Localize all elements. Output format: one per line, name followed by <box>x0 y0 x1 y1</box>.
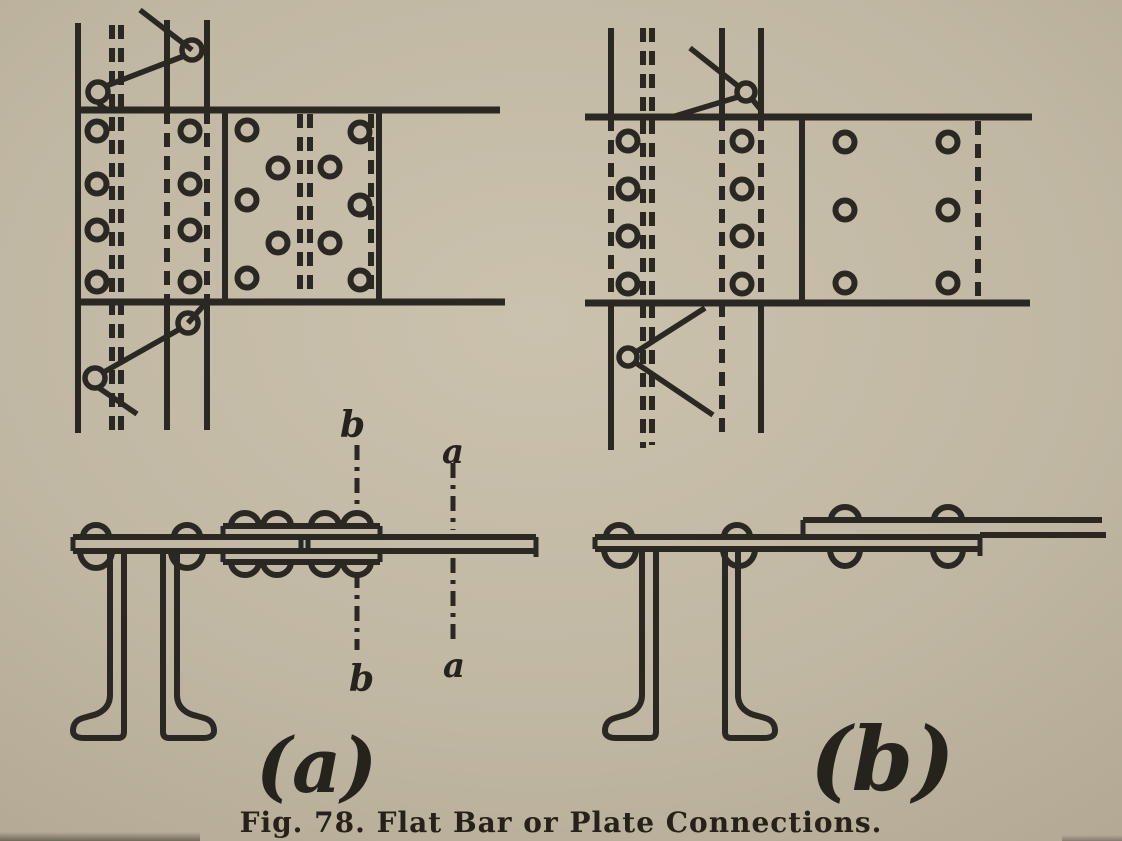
plan-view-a <box>75 10 505 433</box>
section-label-a-top: a <box>442 432 465 472</box>
elev-bottom-bar-b <box>595 537 980 556</box>
section-label-a-bottom: a <box>443 646 466 686</box>
scan-edge-smudge-right <box>1062 835 1122 841</box>
plate-rivet-holes-b <box>836 133 958 293</box>
elevation-view-b <box>595 507 1106 811</box>
view-label-b: (b) <box>810 707 955 811</box>
plan-view-b <box>585 28 1032 450</box>
rivet-flag-top-b <box>672 48 761 117</box>
elev-channels-a <box>73 552 214 738</box>
section-label-b-top: b <box>340 404 366 446</box>
member-rivet-holes-a <box>88 122 200 292</box>
elev-top-bar-b <box>803 520 1106 536</box>
elev-bar-a <box>73 537 536 557</box>
elev-channels-b <box>605 552 775 738</box>
elevation-view-a <box>73 404 536 810</box>
view-label-a: (a) <box>256 721 378 810</box>
rivet-flag-bottom-a <box>85 305 204 414</box>
rivet-flag-bottom-b <box>619 308 713 415</box>
figure-caption: Fig. 78. Flat Bar or Plate Connections. <box>239 806 883 839</box>
plate-rivet-holes-a <box>238 121 370 290</box>
rivet-flag-top-a <box>88 10 202 111</box>
scan-edge-smudge-left <box>0 832 200 841</box>
flat-bar-a <box>75 110 505 302</box>
section-label-b-bottom: b <box>349 658 375 700</box>
member-rivet-holes-b <box>619 132 752 294</box>
